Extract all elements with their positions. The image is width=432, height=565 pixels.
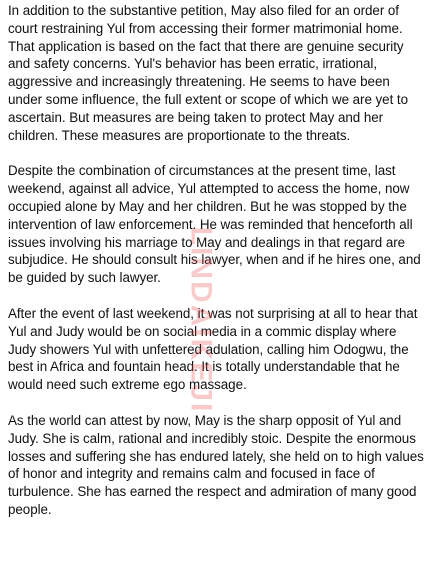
- paragraph-4: As the world can attest by now, May is the sharp opposit of Yul and Judy. She is calm, rational and incredibly stoic. Despite the enormous losses and suffering she has endured lately, she held on to high values of honor and integrity and remains calm and focused in face of turbulence. She has earned the respect and admiration of many good people.: [8, 412, 424, 517]
- paragraph-2: Despite the combination of circumstances at the present time, last weekend, against all advice, Yul attempted to access the home, now occupied alone by May and her children. But he was stopped by the intervention of law enforcement. He was reminded that henceforth all issues involving his marriage to May and dealings in that regard are subjudice. He should consult his lawyer, when and if he hires one, and be guided by such lawyer.: [8, 163, 421, 286]
- watermark-text: LINDAIKEJI: [184, 226, 217, 414]
- paragraph-1: In addition to the substantive petition, May also filed for an order of court restraining Yul from accessing their former matrimonial home. That application is based on the fact that there are genuine security and safety concerns. Yul's behavior has been erratic, irrational, aggressive and increasingly threatening. He seems to have been under some influence, the full extent or scope of which we are yet to ascertain. But measures are being taken to protect May and her children. These measures are proportionate to the threats.: [8, 3, 408, 143]
- paragraph-3: After the event of last weekend, it was not surprising at all to hear that Yul and Judy would be on social media in a commic display where Judy showers Yul with unfettered adulation, calling him Odogwu, the best in Africa and fountain head. It is totally understandable that he would need such extreme ego massage.: [8, 305, 418, 393]
